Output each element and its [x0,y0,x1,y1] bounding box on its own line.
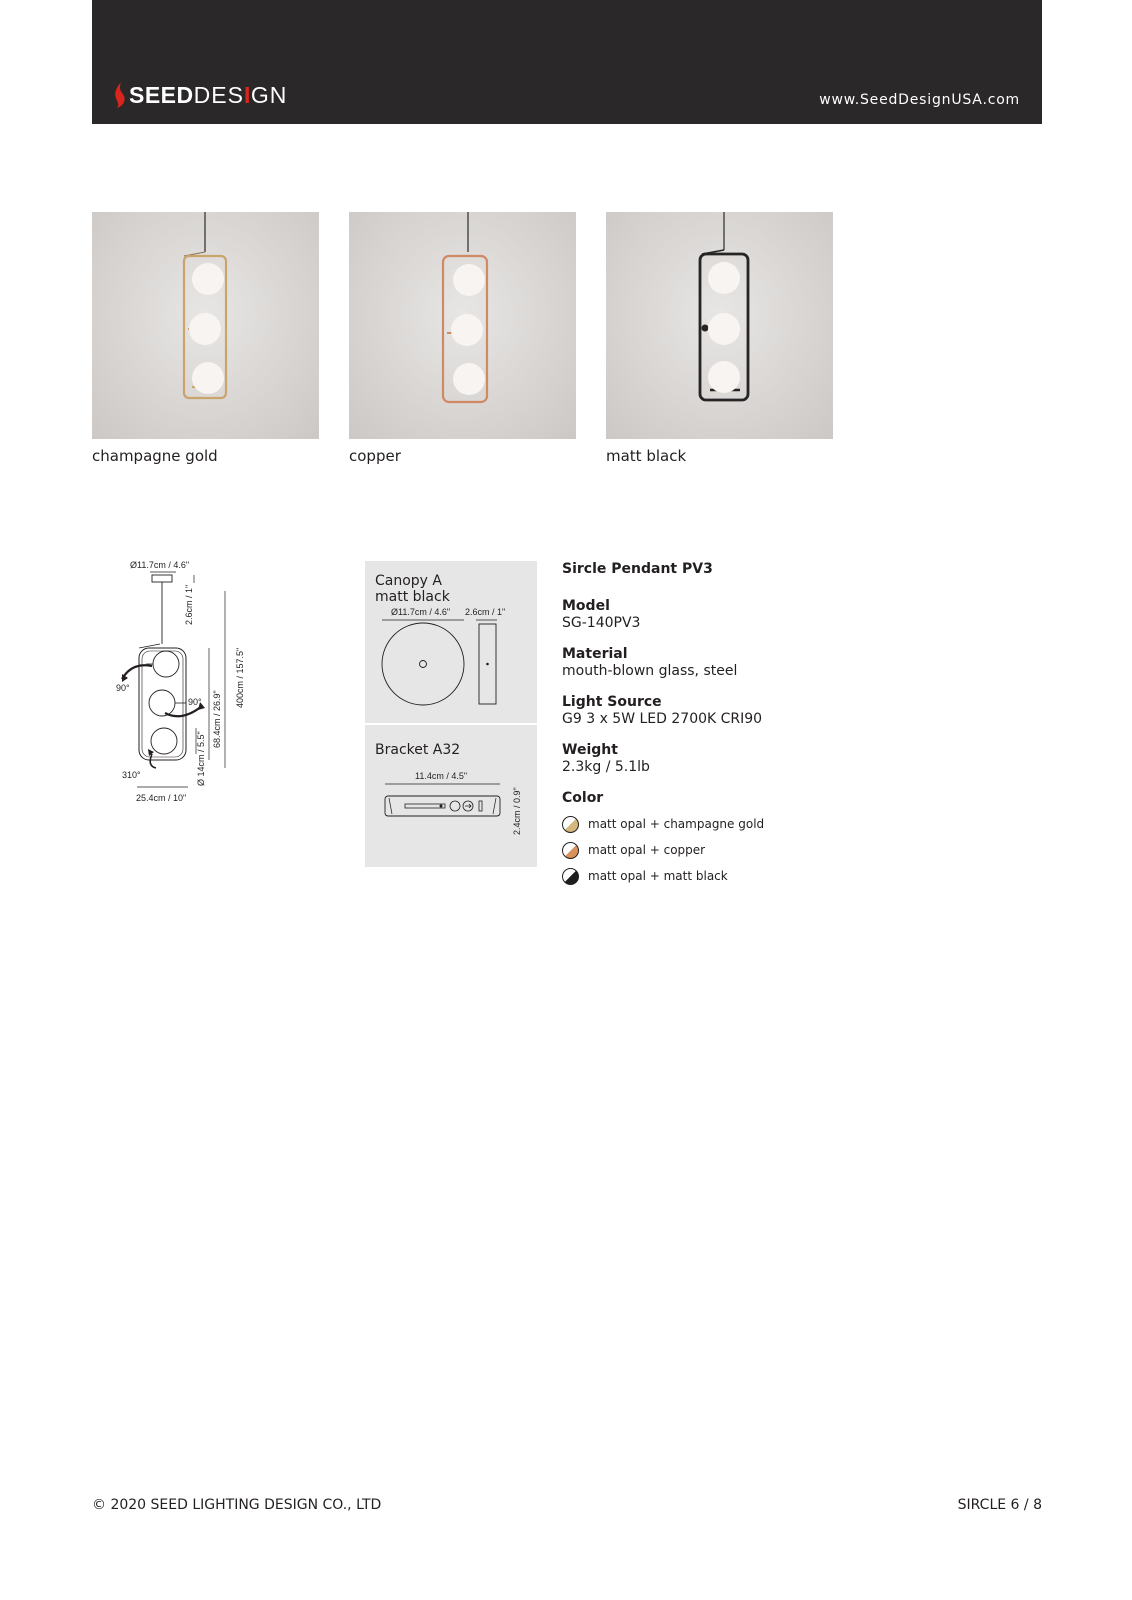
canopy-drawing [365,605,537,723]
photo-copper [349,212,576,439]
canopy-label: Canopy A [375,573,442,589]
product-title: Sircle Pendant PV3 [562,561,713,577]
pendant-copper-image [349,212,576,439]
canopy-dim-diameter: Ø11.7cm / 4.6" [391,607,451,617]
brand-logo[interactable] [114,82,287,108]
dim-total-length: 400cm / 157.5" [235,647,245,708]
caption-champagne-gold: champagne gold [92,447,218,465]
header-bar [92,0,1042,124]
pendant-gold-image [92,212,319,439]
model-label: Model [562,598,610,614]
dim-body-length: 68.4cm / 26.9" [212,690,222,748]
flame-icon [114,82,126,108]
spec-sheet [562,561,822,889]
weight-value: 2.3kg / 5.1lb [562,759,650,775]
footer-copyright: © 2020 SEED LIGHTING DESIGN CO., LTD [92,1497,382,1513]
light-source-label: Light Source [562,694,662,710]
component-panel [365,561,537,867]
color-option [562,863,822,889]
dim-width: 25.4cm / 10" [136,793,187,803]
color-option [562,837,822,863]
photo-matt-black [606,212,833,439]
caption-matt-black: matt black [606,447,687,465]
color-option-label: matt opal + copper [588,843,706,857]
logo-des: DES [193,81,244,108]
color-swatch-copper [562,842,579,859]
website-link[interactable]: www.SeedDesignUSA.com [819,92,1020,108]
logo-gn: GN [250,81,288,108]
panel-divider [365,723,537,725]
pendant-black-image [606,212,833,439]
color-swatch-champagne-gold [562,816,579,833]
dim-canopy-diameter: Ø11.7cm / 4.6" [130,560,190,570]
caption-copper: copper [349,447,401,465]
weight-label: Weight [562,742,618,758]
color-option-label: matt opal + matt black [588,869,728,883]
dimension-drawing [110,556,260,811]
dim-rotation-left: 90° [116,683,130,693]
material-label: Material [562,646,628,662]
bracket-dim-height: 2.4cm / 0.9" [512,787,522,835]
dim-globe-diameter: Ø 14cm / 5.5" [196,731,206,786]
light-source-value: G9 3 x 5W LED 2700K CRI90 [562,711,763,727]
photo-champagne-gold [92,212,319,439]
logo-tick: I [243,81,251,108]
dim-rotation-middle: 90° [188,697,202,707]
pendant-technical-drawing [110,556,260,811]
model-value: SG-140PV3 [562,615,641,631]
bracket-label: Bracket A32 [375,742,461,758]
color-option-label: matt opal + champagne gold [588,817,765,831]
material-value: mouth-blown glass, steel [562,663,738,679]
dim-rotation-bottom: 310° [122,770,141,780]
color-label: Color [562,790,604,806]
canopy-dim-height: 2.6cm / 1" [465,607,506,617]
bracket-drawing [365,771,537,867]
bracket-dim-length: 11.4cm / 4.5" [415,771,468,781]
logo-seed: SEED [129,81,194,108]
dim-canopy-height: 2.6cm / 1" [184,584,194,625]
color-swatch-matt-black [562,868,579,885]
footer-page-number: SIRCLE 6 / 8 [957,1497,1042,1513]
color-option [562,811,822,837]
canopy-finish: matt black [375,589,450,605]
